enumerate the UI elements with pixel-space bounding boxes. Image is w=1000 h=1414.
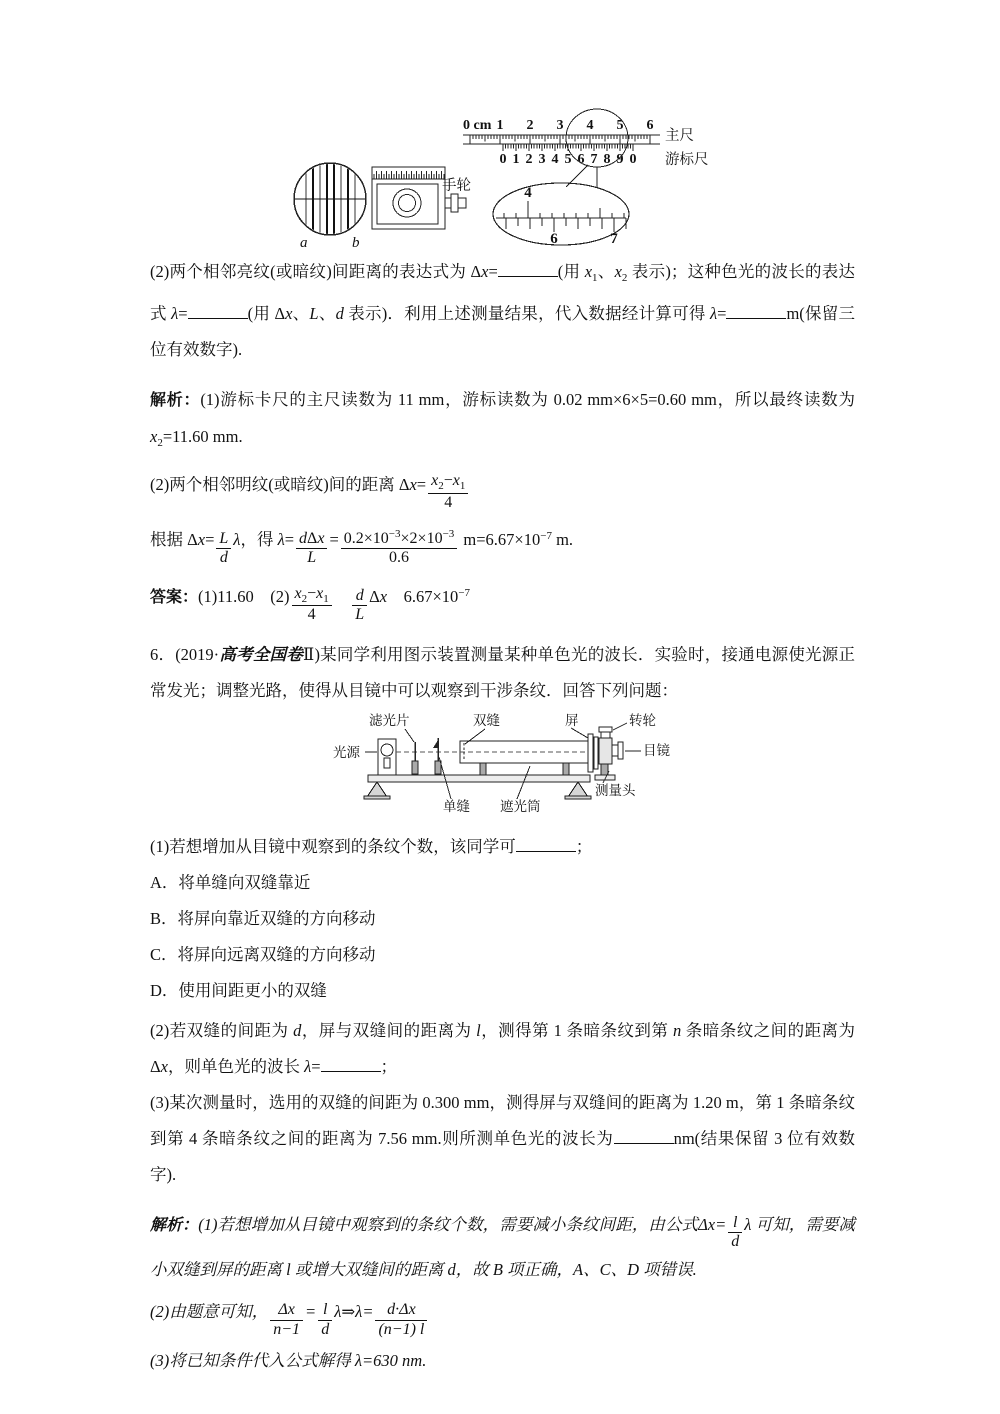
svg-text:5: 5 xyxy=(564,152,572,167)
fringe-label-b: b xyxy=(352,235,360,250)
question6-part1: (1)若想增加从目镜中观察到的条纹个数，该同学可 ； xyxy=(150,836,593,856)
svg-text:1: 1 xyxy=(512,152,520,167)
answer-upper: 答案：(1)11.60 (2) $\frac{x_2-x_1}{4}$ $\frac{d}{L}$ Δx $6.67\times 10^{-7}$ xyxy=(150,584,471,624)
eyepiece-label: 目镜 xyxy=(643,742,670,758)
answer-blank xyxy=(516,838,576,852)
bench-left-foot xyxy=(367,782,387,797)
option-b: B．将屏向靠近双缝的方向移动 xyxy=(150,908,376,928)
svg-text:8: 8 xyxy=(603,152,611,167)
question6-intro: 6．(2019·高考全国卷Ⅱ)某同学利用图示装置测量某种单色光的波长．实验时，接通电源使光源正常发光；调整光路，使得从目镜中可以观察到干涉条纹．回答下列问题： xyxy=(150,644,855,700)
eyepiece xyxy=(612,745,618,756)
svg-text:0: 0 xyxy=(629,152,637,167)
bench-right-foot xyxy=(568,782,588,797)
option-a: A．将单缝向双缝靠近 xyxy=(150,872,311,892)
svg-text:2: 2 xyxy=(526,118,534,133)
svg-text:3: 3 xyxy=(556,118,564,133)
option-d: D．使用间距更小的双缝 xyxy=(150,980,327,1000)
handwheel-label: 手轮 xyxy=(442,178,471,194)
svg-text:5: 5 xyxy=(616,118,624,133)
answer-blank xyxy=(614,1130,674,1144)
single-slit xyxy=(433,738,441,774)
fraction: $\frac{x_2-x_1}{4}$ xyxy=(292,585,332,625)
fraction: $\frac{L}{d}$ xyxy=(216,530,231,568)
vernier-caliper-figure xyxy=(280,100,750,250)
svg-text:6: 6 xyxy=(646,118,654,133)
fringe-label-a: a xyxy=(300,235,308,250)
magnified-main-4: 4 xyxy=(524,185,532,201)
solution6-part3: (3)将已知条件代入公式解得 λ=630 nm. xyxy=(150,1350,427,1370)
screen-label: 屏 xyxy=(565,712,579,728)
measuring-head-device xyxy=(372,167,471,229)
measuring-head-label: 测量头 xyxy=(595,782,636,798)
magnified-vernier-6: 6 xyxy=(550,231,558,247)
optical-bench xyxy=(368,775,590,782)
fraction: $\frac{l}{d}$ xyxy=(728,1214,742,1252)
vernier-scale-name: 游标尺 xyxy=(665,152,709,168)
svg-text:2: 2 xyxy=(525,152,533,167)
double-slit-label: 双缝 xyxy=(473,712,500,728)
question6-part3: (3)某次测量时，选用的双缝的间距为 0.300 mm，测得屏与双缝间的距离为 1.20 m，第 1 条暗条纹到第 4 条暗条纹之间的距离为 7.56 mm.则所测单色光的波长为 nm(结果保留 3 位有效数字). xyxy=(150,1092,855,1184)
filter-label: 滤光片 xyxy=(369,712,410,728)
answer-blank xyxy=(188,305,248,319)
question6-part2: (2)若双缝的间距为 d，屏与双缝间的距离为 l，测得第 1 条暗条纹到第 n 条暗条纹之间的距离为Δx，则单色光的波长 λ= ； xyxy=(150,1020,856,1076)
main-scale-zero: 0 cm xyxy=(463,118,492,133)
fraction: $\frac{d}{L}$ xyxy=(352,587,367,625)
question2-text: (2)两个相邻亮纹(或暗纹)间距离的表达式为 Δx= (用 $x_1$、$x_2$ 表示)；这种色光的波长的表达式 λ= (用 Δx、L、d 表示)．利用上述测量结果，代入数据经计算可得 λ= m(保留三位有效数字). xyxy=(150,262,856,359)
wheel-label: 转轮 xyxy=(629,712,656,728)
fraction: $\frac{\Delta x}{n-1}$ xyxy=(270,1301,303,1339)
solution6-part2: (2)由题意可知， $\frac{\Delta x}{n-1}$ = $\frac{l}{d}$ λ⇒λ= $\frac{d\cdot\Delta x}{(n-1) l}$ xyxy=(150,1294,855,1339)
main-scale-name: 主尺 xyxy=(665,128,694,144)
svg-text:4: 4 xyxy=(586,118,594,133)
fraction: $\frac{l}{d}$ xyxy=(318,1301,332,1339)
single-slit-label: 单缝 xyxy=(443,798,470,814)
ruler xyxy=(463,118,709,168)
magnified-vernier-7: 7 xyxy=(610,231,618,247)
svg-text:1: 1 xyxy=(496,118,504,133)
option-c: C．将屏向远离双缝的方向移动 xyxy=(150,944,376,964)
svg-text:9: 9 xyxy=(616,152,624,167)
fraction: $\frac{0.2\times 10^{-3}\times 2\times 10^{-3}}{0.6}$ xyxy=(341,528,458,568)
svg-text:0: 0 xyxy=(499,152,507,167)
svg-text:4: 4 xyxy=(551,152,559,167)
svg-text:3: 3 xyxy=(538,152,546,167)
solution-upper-2: (2)两个相邻明纹(或暗纹)间的距离 Δx= $\frac{x_2-x_1}{4}$ xyxy=(150,467,855,512)
shield-tube-label: 遮光筒 xyxy=(500,798,541,814)
magnified-ticks xyxy=(504,201,626,232)
fraction: $\frac{d\cdot\Delta x}{(n-1) l}$ xyxy=(375,1301,427,1339)
double-slit-apparatus-figure xyxy=(325,711,725,829)
answer-blank xyxy=(321,1058,381,1072)
light-source-label: 光源 xyxy=(333,744,360,760)
svg-text:7: 7 xyxy=(590,152,598,167)
fraction: $\frac{\text{dΔx}}{L}$ xyxy=(296,530,327,568)
screen xyxy=(588,734,593,772)
solution6-part1: 解析：(1)若想增加从目镜中观察到的条纹个数，需要减小条纹间距，由公式Δx= $\frac{l}{d}$ λ 可知，需要减小双缝到屏的距离 l 或增大双缝间的距离 d，故 B 项正确，A、C、D 项错误. xyxy=(150,1213,855,1279)
answer-blank xyxy=(726,305,786,319)
svg-text:6: 6 xyxy=(577,152,585,167)
fraction: $\frac{x_2-x_1}{4}$ xyxy=(428,472,468,512)
filter xyxy=(412,742,418,774)
solution-upper-1: 解析：(1)游标卡尺的主尺读数为 11 mm，游标读数为 0.02 mm×6×5=0.60 mm，所以最终读数为 $x_2=11.60$ mm. xyxy=(150,390,855,449)
light-source xyxy=(378,739,396,775)
main-scale-ticks xyxy=(470,135,650,144)
answer-blank xyxy=(498,263,558,277)
solution-upper-3: 根据 Δx= $\frac{L}{d}$ λ，得 λ= $\frac{\text{dΔx}}{L}$ = $\frac{0.2\times 10^{-3}\times 2\times 10^{-3}}{0.6}$ $m=6.67\times 10^{-7}$ m. xyxy=(150,527,574,566)
